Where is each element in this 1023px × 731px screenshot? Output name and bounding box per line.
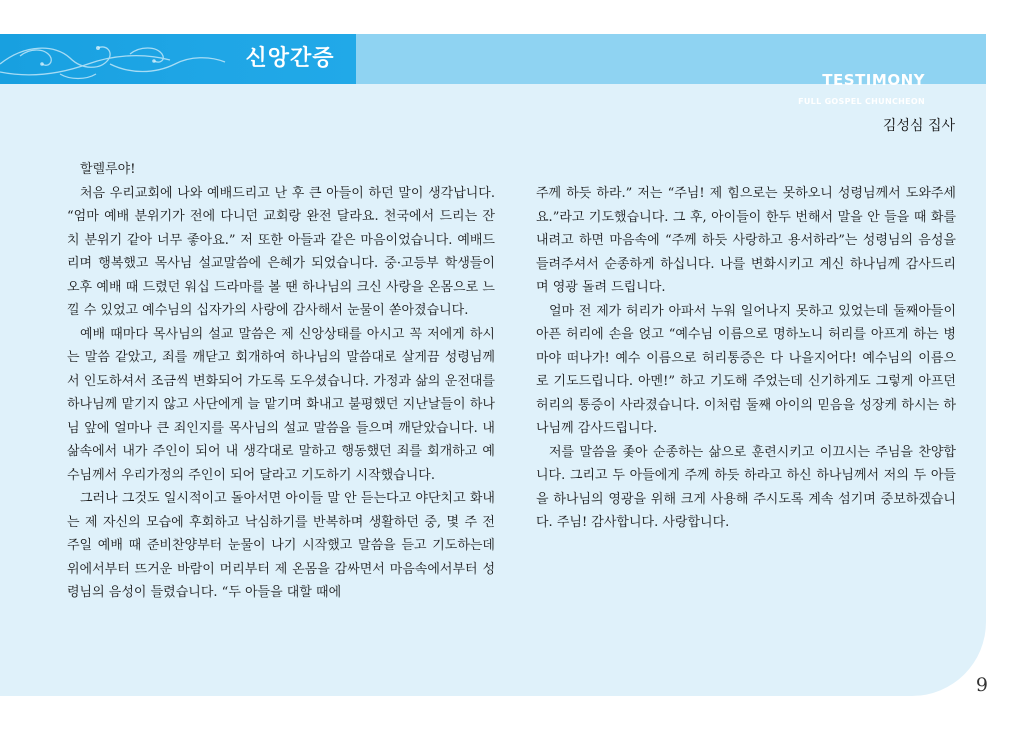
paragraph: 예배 때마다 목사님의 설교 말씀은 제 신앙상태를 아시고 꼭 저에게 하시는 말씀 같았고, 죄를 깨닫고 회개하여 하나님의 말씀대로 살게끔 성령님께서 인도하셔서 조금씩 변화되어 가도록 도우셨습니다. 가정과 삶의 운전대를 하나님께 맡기지 않고 사단에게 늘 맡기며 화내고 불평했던 지난날들이 하나님 앞에 얼마나 큰 죄인지를 목사님의 설교 말씀을 들으며 깨닫았습니다. 내 삶속에서 내가 주인이 되어 내 생각대로 말하고 행동했던 죄를 회개하고 예수님께서 우리가정의 주인이 되어 달라고 기도하기 시작했습니다. [67, 326, 495, 483]
paragraph: 얼마 전 제가 허리가 아파서 누워 일어나지 못하고 있었는데 둘째아들이 아픈 허리에 손을 얹고 “예수님 이름으로 명하노니 허리를 아프게 하는 병마야 떠나가! 예수 이름으로 허리통증은 다 나을지어다! 예수님의 이름으로 기도드립니다. 아멘!” 하고 기도해 주었는데 신기하게도 그렇게 아프던 허리의 통증이 사라졌습니다. 이처럼 둘째 아이의 믿음을 성장케 하시는 하나님께 감사드립니다. [536, 303, 956, 436]
section-title: 신앙간증 [245, 46, 335, 71]
paragraph: 저를 말씀을 좇아 순종하는 삶으로 훈련시키고 이끄시는 주님을 찬양합니다. 그리고 두 아들에게 주께 하듯 하라고 하신 하나님께서 저의 두 아들을 하나님의 영광을 위해 크게 사용해 주시도록 계속 섬기며 중보하겠습니다. 주님! 감사합니다. 사랑합니다. [536, 444, 956, 530]
paragraph: 그러나 그것도 일시적이고 돌아서면 아이들 말 안 듣는다고 야단치고 화내는 제 자신의 모습에 후회하고 낙심하기를 반복하며 생활하던 중, 몇 주 전 주일 예배 때 준비찬양부터 눈물이 나기 시작했고 말씀을 듣고 기도하는데 위에서부터 뜨거운 바람이 머리부터 제 온몸을 감싸면서 마음속에서부터 성령님의 음성이 들렸습니다. “두 아들을 대할 때에 [67, 491, 495, 600]
church-name-label: FULL GOSPEL CHUNCHEON [798, 97, 925, 106]
swirl-ornament-icon [0, 34, 230, 84]
section-category-label: TESTIMONY [822, 71, 925, 89]
paragraph: 할렐루야! [80, 162, 136, 177]
article-column-left [67, 158, 495, 605]
page-number: 9 [975, 674, 988, 696]
article-column-right [536, 182, 956, 535]
paragraph: 처음 우리교회에 나와 예배드리고 난 후 큰 아들이 하던 말이 생각납니다. “엄마 예배 분위기가 전에 다니던 교회랑 완전 달라요. 천국에서 드리는 잔치 분위기 같아 너무 좋아요.” 저 또한 아들과 같은 마음이었습니다. 예배드리며 행복했고 목사님 설교말씀에 은혜가 되었습니다. 중·고등부 학생들이 오후 예배 때 드렸던 워십 드라마를 볼 땐 하나님의 크신 사랑을 온몸으로 느낄 수 있었고 예수님의 십자가의 사랑에 감사해서 눈물이 쏟아졌습니다. [67, 185, 495, 318]
paragraph: 주께 하듯 하라.” 저는 “주님! 제 힘으로는 못하오니 성령님께서 도와주세요.”라고 기도했습니다. 그 후, 아이들이 한두 번해서 말을 안 들을 때 화를 내려고 하면 마음속에 “주께 하듯 사랑하고 용서하라”는 성령님의 음성을 들려주셔서 순종하게 하십니다. 나를 변화시키고 계신 하나님께 감사드리며 영광 돌려 드립니다. [536, 186, 956, 295]
section-title-box [0, 34, 356, 84]
author-name: 김성심 집사 [882, 118, 955, 134]
